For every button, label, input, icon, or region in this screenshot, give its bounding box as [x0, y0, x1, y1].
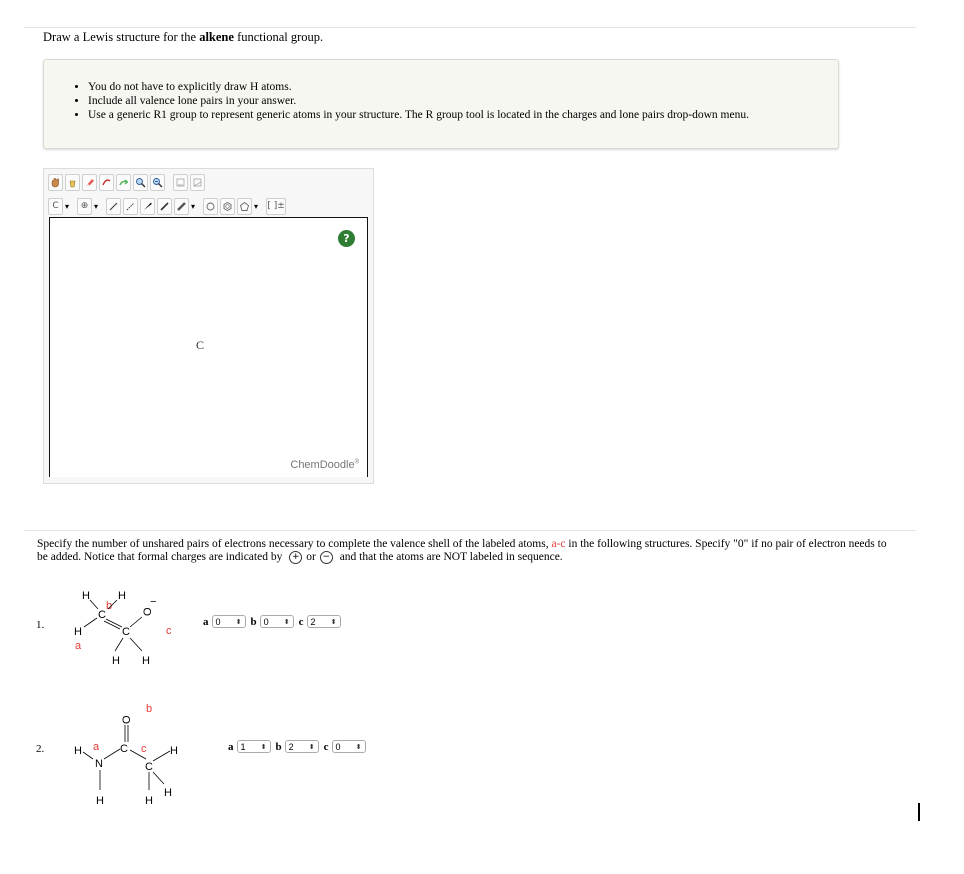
atom-label: O [121, 715, 133, 724]
eraser-icon[interactable] [82, 174, 97, 191]
canvas-atom[interactable]: C [196, 338, 205, 352]
question2-prompt: Specify the number of unshared pairs of electrons necessary to complete the valence shell of the labeled atoms, a-c in the following structures. Specify "0" if no pair of electron needs to be added. Notice that formal charges are indicated by + or − and that the atoms are NOT labeled in sequence. [37, 538, 887, 564]
atom-label: H [118, 590, 126, 602]
atom-marker-a: a [93, 741, 100, 753]
question1-prompt: Draw a Lewis structure for the alkene functional group. [43, 30, 324, 44]
hand-icon[interactable] [48, 174, 63, 191]
element-c-button[interactable]: C [48, 198, 63, 215]
atom-label: C [122, 626, 130, 638]
text-cursor [918, 803, 920, 821]
charge-minus: − [150, 596, 157, 608]
spinner-arrows-icon: ⬍ [283, 618, 290, 626]
chevron-down-icon[interactable]: ▾ [191, 201, 196, 211]
atom-label: H [164, 787, 172, 799]
select-1b[interactable]: 0 ⬍ [260, 615, 294, 628]
atom-marker-a: a [75, 640, 82, 652]
toolbar-row-1 [48, 171, 205, 193]
dashed-bond-icon[interactable] [123, 198, 138, 215]
atom-marker-b: b [146, 703, 153, 715]
atom-label: H [82, 590, 90, 602]
drawing-canvas[interactable] [49, 217, 368, 477]
pentagon-icon[interactable] [237, 198, 252, 215]
chemdoodle-logo: ChemDoodle® [290, 459, 359, 471]
negative-charge-icon: − [320, 551, 333, 564]
select-1a[interactable]: 0 ⬍ [212, 615, 246, 628]
answer-row-1: a 0 ⬍ b 0 ⬍ c 2 ⬍ [203, 615, 343, 628]
chevron-down-icon[interactable]: ▾ [65, 201, 70, 211]
toolbar-row-2 [48, 195, 286, 217]
select-2a[interactable]: 1 ⬍ [237, 740, 271, 753]
spinner-arrows-icon: ⬍ [330, 618, 337, 626]
section-divider [24, 530, 916, 531]
structure-1 [60, 585, 190, 670]
bucket-icon[interactable] [65, 174, 80, 191]
keyword-alkene: alkene [199, 30, 234, 44]
atom-range-label: a-c [551, 538, 566, 550]
item-number: 2. [36, 743, 45, 755]
spinner-arrows-icon: ⬍ [355, 743, 362, 751]
hint-item: • You do not have to explicitly draw H atoms. [88, 80, 749, 94]
select-2c[interactable]: 0 ⬍ [332, 740, 366, 753]
zoom-out-icon[interactable] [150, 174, 165, 191]
spinner-arrows-icon: ⬍ [260, 743, 267, 751]
atom-label: H [74, 626, 82, 638]
chemdoodle-editor [43, 168, 374, 484]
lasso-icon[interactable] [99, 174, 114, 191]
atom-label: H [112, 655, 120, 667]
atom-marker-c: c [141, 743, 147, 755]
chevron-down-icon[interactable]: ▾ [254, 201, 259, 211]
positive-charge-icon: + [289, 551, 302, 564]
structure-2 [60, 696, 210, 814]
select-2b[interactable]: 2 ⬍ [285, 740, 319, 753]
spinner-arrows-icon: ⬍ [235, 618, 242, 626]
atom-label: H [170, 745, 178, 757]
single-bond-icon[interactable] [106, 198, 121, 215]
select-1c[interactable]: 2 ⬍ [307, 615, 341, 628]
double-bond-icon[interactable] [157, 198, 172, 215]
answer-row-2: a 1 ⬍ b 2 ⬍ c 0 ⬍ [228, 740, 368, 753]
help-icon[interactable]: ? [338, 230, 355, 247]
atom-marker-b: b [106, 600, 113, 612]
bracket-button[interactable]: [ ]± [266, 198, 286, 215]
top-divider [24, 27, 916, 28]
atom-label: O [142, 607, 154, 616]
atom-label: H [145, 795, 153, 807]
atom-label: H [74, 745, 82, 757]
atom-label: C [98, 609, 106, 621]
chevron-down-icon[interactable]: ▾ [94, 201, 99, 211]
atom-marker-c: c [166, 625, 172, 637]
atom-label: H [96, 795, 104, 807]
charge-button[interactable]: ⊕ [77, 198, 92, 215]
hint-item: • Use a generic R1 group to represent generic atoms in your structure. The R group tool is located in the charges and lone pairs drop-down menu. [88, 108, 749, 122]
atom-label: C [145, 761, 153, 773]
hexagon-icon[interactable] [220, 198, 235, 215]
wedge-bond-icon[interactable] [140, 198, 155, 215]
redo-icon[interactable] [116, 174, 131, 191]
hints-box [43, 59, 839, 149]
triple-bond-icon[interactable] [174, 198, 189, 215]
spinner-arrows-icon: ⬍ [308, 743, 315, 751]
atom-label: N [95, 758, 103, 770]
perspective-icon[interactable] [190, 174, 205, 191]
item-number: 1. [36, 619, 45, 631]
atom-label: C [120, 743, 128, 755]
atom-label: H [142, 655, 150, 667]
zoom-in-icon[interactable] [133, 174, 148, 191]
hints-list [44, 80, 749, 122]
clean-icon[interactable] [173, 174, 188, 191]
cyclopropane-icon[interactable] [203, 198, 218, 215]
hint-item: • Include all valence lone pairs in your answer. [88, 94, 749, 108]
